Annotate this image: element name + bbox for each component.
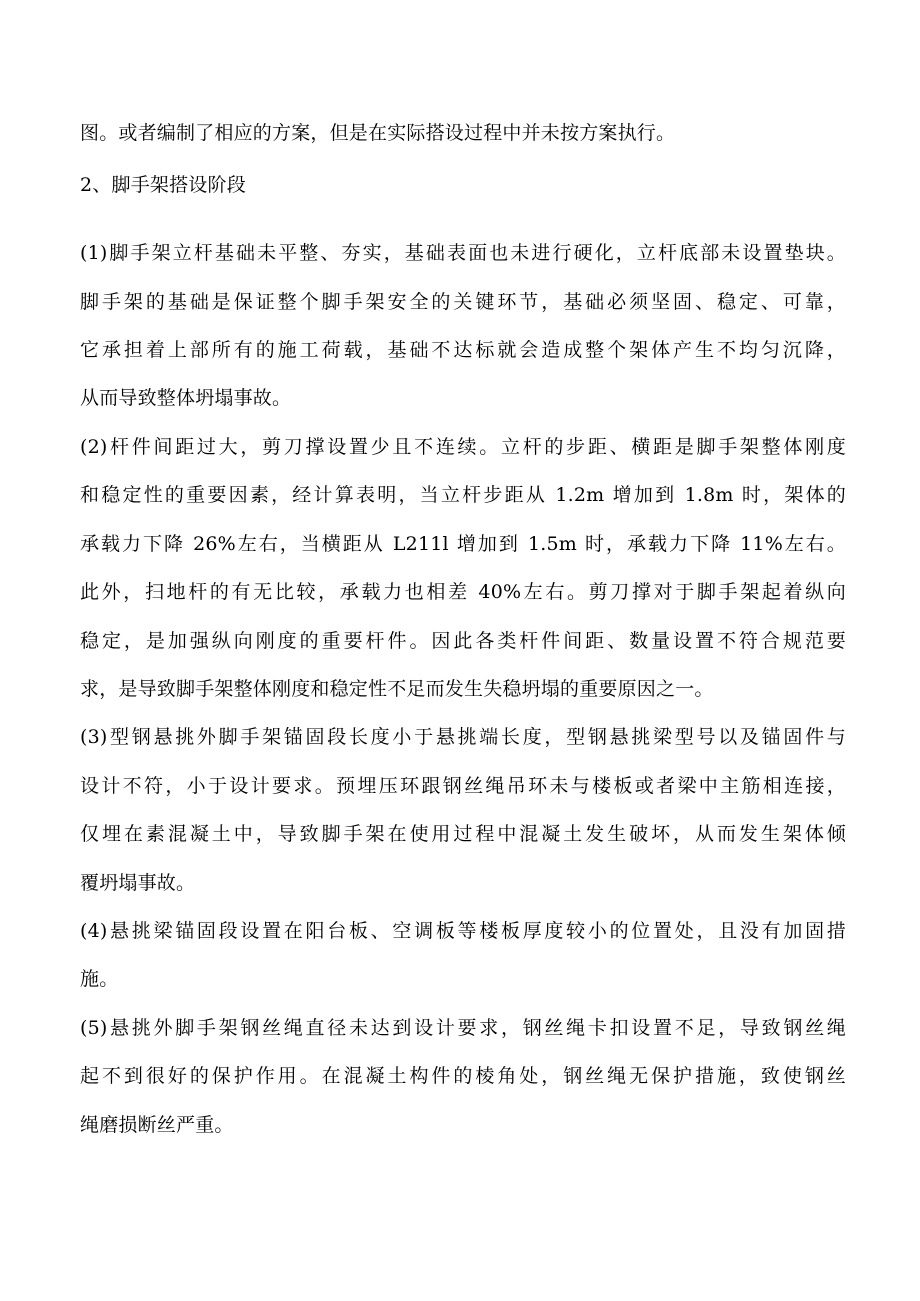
text-line: 和稳定性的重要因素，经计算表明，当立杆步距从 1.2m 增加到 1.8m 时，架体的 — [80, 484, 846, 506]
text-line: 施。 — [80, 968, 119, 990]
text-line: 绳磨损断丝严重。 — [80, 1114, 234, 1136]
text-line: (5)悬挑外脚手架钢丝绳直径未达到设计要求，钢丝绳卡扣设置不足，导致钢丝绳 — [80, 1017, 846, 1039]
text-line: 从而导致整体坍塌事故。 — [80, 387, 292, 409]
text-line: 起不到很好的保护作用。在混凝土构件的棱角处，钢丝绳无保护措施，致使钢丝 — [80, 1065, 846, 1087]
text-line: 稳定，是加强纵向刚度的重要杆件。因此各类杆件间距、数量设置不符合规范要 — [80, 630, 846, 652]
text-line: 承载力下降 26%左右，当横距从 L211l 增加到 1.5m 时，承载力下降 11%左右。 — [80, 533, 846, 555]
text-line: 求，是导致脚手架整体刚度和稳定性不足而发生失稳坍塌的重要原因之一。 — [80, 678, 714, 700]
text-line: 图。或者编制了相应的方案，但是在实际搭设过程中并未按方案执行。 — [80, 122, 676, 144]
text-line: 仅埋在素混凝土中，导致脚手架在使用过程中混凝土发生破坏，从而发生架体倾 — [80, 823, 846, 845]
text-line: (3)型钢悬挑外脚手架锚固段长度小于悬挑端长度，型钢悬挑梁型号以及锚固件与 — [80, 726, 846, 748]
text-line: 覆坍塌事故。 — [80, 872, 196, 894]
text-line: 2、脚手架搭设阶段 — [80, 174, 246, 196]
text-line: 此外，扫地杆的有无比较，承载力也相差 40%左右。剪刀撑对于脚手架起着纵向 — [80, 581, 846, 603]
text-line: 脚手架的基础是保证整个脚手架安全的关键环节，基础必须坚固、稳定、可靠， — [80, 291, 846, 313]
text-line: 它承担着上部所有的施工荷载，基础不达标就会造成整个架体产生不均匀沉降， — [80, 339, 846, 361]
text-line: (2)杆件间距过大，剪刀撑设置少且不连续。立杆的步距、横距是脚手架整体刚度 — [80, 436, 846, 458]
text-line: (1)脚手架立杆基础未平整、夯实，基础表面也未进行硬化，立杆底部未设置垫块。 — [80, 242, 846, 264]
text-line: (4)悬挑梁锚固段设置在阳台板、空调板等楼板厚度较小的位置处，且没有加固措 — [80, 920, 846, 942]
text-line: 设计不符，小于设计要求。预埋压环跟钢丝绳吊环未与楼板或者梁中主筋相连接， — [80, 775, 846, 797]
